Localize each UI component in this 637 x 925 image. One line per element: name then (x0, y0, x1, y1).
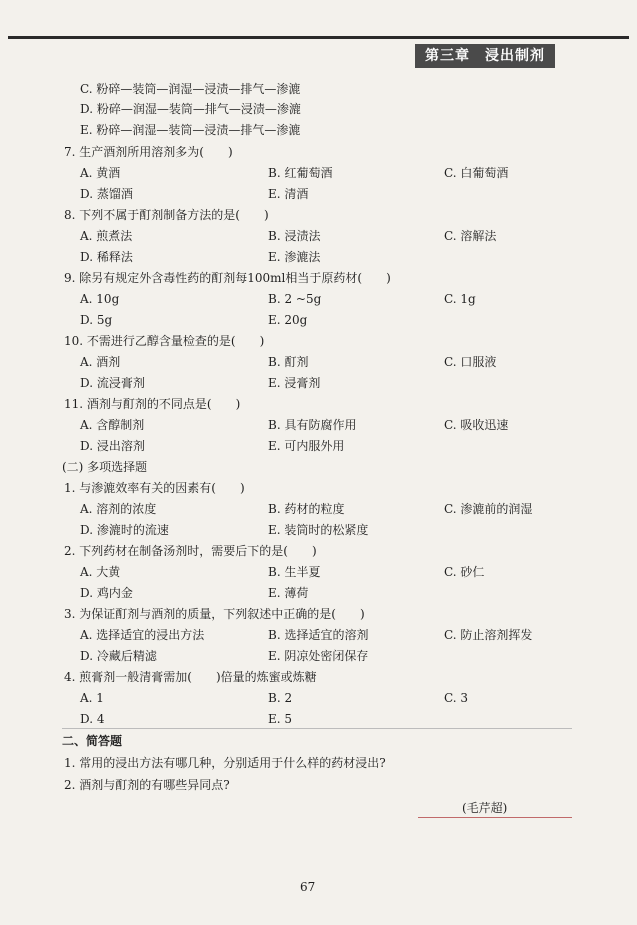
answer-option: D. 冷藏后精滤 (80, 649, 157, 663)
answer-option: D. 渗漉时的流速 (80, 523, 169, 537)
signature-underline (418, 817, 572, 818)
answer-option: B. 浸渍法 (268, 229, 321, 243)
answer-option: D. 粉碎—润湿—装筒—排气—浸渍—渗漉 (80, 102, 301, 116)
question-stem: 7. 生产酒剂所用溶剂多为( ) (64, 145, 233, 159)
answer-option: C. 粉碎—装筒—润湿—浸渍—排气—渗漉 (80, 82, 301, 96)
answer-option: C. 口服液 (444, 355, 497, 369)
answer-option: E. 阴凉处密闭保存 (268, 649, 369, 663)
question-stem: 4. 煎膏剂一般清膏需加( )倍量的炼蜜或炼糖 (64, 670, 317, 684)
question-stem: 9. 除另有规定外含毒性药的酊剂每100ml相当于原药材( ) (64, 271, 391, 285)
answer-option: C. 砂仁 (444, 565, 485, 579)
answer-option: C. 3 (444, 691, 469, 705)
answer-option: B. 红葡萄酒 (268, 166, 333, 180)
answer-option: B. 2 ~5g (268, 292, 322, 306)
answer-option: A. 含醇制剂 (80, 418, 145, 432)
answer-option: E. 可内服外用 (268, 439, 345, 453)
answer-option: E. 20g (268, 313, 308, 327)
section-heading: 二、简答题 (62, 734, 123, 748)
answer-option: E. 薄荷 (268, 586, 309, 600)
answer-option: A. 大黄 (80, 565, 121, 579)
question-stem: 11. 酒剂与酊剂的不同点是( ) (64, 397, 241, 411)
question-stem: 2. 下列药材在制备汤剂时，需要后下的是( ) (64, 544, 317, 558)
question-stem: 3. 为保证酊剂与酒剂的质量，下列叙述中正确的是( ) (64, 607, 365, 621)
chapter-title: 第三章 浸出制剂 (415, 44, 555, 68)
answer-option: C. 渗漉前的润湿 (444, 502, 533, 516)
answer-option: E. 渗漉法 (268, 250, 321, 264)
answer-option: A. 黄酒 (80, 166, 121, 180)
answer-option: A. 煎煮法 (80, 229, 133, 243)
answer-option: E. 粉碎—润湿—装筒—浸渍—排气—渗漉 (80, 123, 301, 137)
answer-option: B. 2 (268, 691, 293, 705)
answer-option: B. 药材的粒度 (268, 502, 345, 516)
question-stem: 1. 常用的浸出方法有哪几种，分别适用于什么样的药材浸出? (64, 756, 386, 770)
section-divider (62, 728, 572, 729)
answer-option: A. 选择适宜的浸出方法 (80, 628, 205, 642)
question-stem: 1. 与渗漉效率有关的因素有( ) (64, 481, 245, 495)
answer-option: E. 浸膏剂 (268, 376, 321, 390)
answer-option: D. 蒸馏酒 (80, 187, 133, 201)
answer-option: B. 生半夏 (268, 565, 321, 579)
answer-option: D. 5g (80, 313, 113, 327)
answer-option: D. 鸡内金 (80, 586, 133, 600)
answer-option: A. 溶剂的浓度 (80, 502, 157, 516)
answer-option: D. 4 (80, 712, 105, 726)
section-heading: (二) 多项选择题 (62, 460, 148, 474)
question-stem: 8. 下列不属于酊剂制备方法的是( ) (64, 208, 269, 222)
answer-option: B. 选择适宜的溶剂 (268, 628, 369, 642)
answer-option: E. 清酒 (268, 187, 309, 201)
answer-option: C. 溶解法 (444, 229, 497, 243)
page-number: 67 (300, 880, 316, 894)
answer-option: A. 1 (80, 691, 104, 705)
question-stem: 2. 酒剂与酊剂的有哪些异同点? (64, 778, 230, 792)
question-stem: 10. 不需进行乙醇含量检查的是( ) (64, 334, 265, 348)
answer-option: E. 装筒时的松紧度 (268, 523, 369, 537)
answer-option: B. 具有防腐作用 (268, 418, 357, 432)
answer-option: C. 白葡萄酒 (444, 166, 509, 180)
author-signature: (毛芹超) (462, 801, 508, 815)
answer-option: C. 吸收迅速 (444, 418, 509, 432)
answer-option: E. 5 (268, 712, 293, 726)
answer-option: B. 酊剂 (268, 355, 309, 369)
answer-option: C. 防止溶剂挥发 (444, 628, 533, 642)
answer-option: C. 1g (444, 292, 476, 306)
answer-option: D. 浸出溶剂 (80, 439, 145, 453)
answer-option: A. 酒剂 (80, 355, 121, 369)
answer-option: D. 流浸膏剂 (80, 376, 145, 390)
answer-option: D. 稀释法 (80, 250, 133, 264)
answer-option: A. 10g (80, 292, 120, 306)
